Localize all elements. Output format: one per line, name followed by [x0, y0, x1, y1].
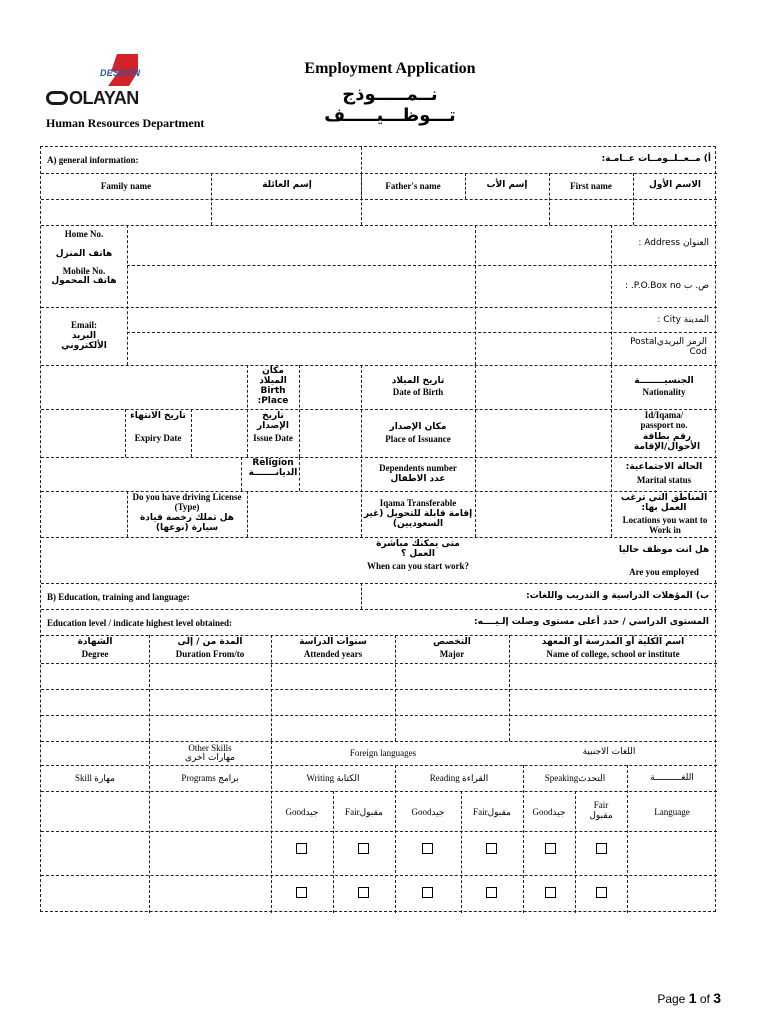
- reading-good: Goodجيد: [411, 807, 445, 817]
- label-place-issuance: Place of Issuance: [385, 434, 451, 444]
- checkbox-reading-fair-2[interactable]: [486, 887, 497, 898]
- home-no-field[interactable]: [129, 227, 473, 263]
- col-duration-ar: المدة من / إلى: [177, 637, 243, 647]
- label-foreign-languages-ar: اللغات الاجنبية: [582, 747, 636, 757]
- label-id-iqama: Id/Iqama/ passport no.: [640, 410, 688, 430]
- section-a-title: A) general information:: [47, 155, 139, 165]
- application-form: [40, 146, 716, 912]
- checkbox-writing-good-1[interactable]: [296, 843, 307, 854]
- col-skill: Skill مهارة: [74, 773, 116, 783]
- checkbox-reading-good-1[interactable]: [422, 843, 433, 854]
- col-attended: Attended years: [303, 649, 363, 659]
- speaking-good: Goodجيد: [532, 807, 566, 817]
- label-dependents: Dependents number: [379, 463, 457, 473]
- checkbox-writing-good-2[interactable]: [296, 887, 307, 898]
- label-marital: Marital status: [636, 475, 692, 485]
- section-b-title-ar: ب) المؤهلات الدراسية و التدريب واللغات:: [526, 591, 709, 601]
- col-major: Major: [439, 649, 465, 659]
- reading-fair: Fairمقبول: [473, 807, 511, 817]
- label-home-no-ar: هاتف المنزل: [55, 249, 113, 259]
- label-nationality: Nationality: [642, 387, 686, 397]
- label-employed: Are you employed: [629, 567, 699, 577]
- col-speaking: Speakingالتحدث: [544, 773, 606, 783]
- form-title: Employment Application: [304, 60, 476, 77]
- checkbox-speaking-good-2[interactable]: [545, 887, 556, 898]
- label-date-of-birth: Date of Birth: [392, 387, 444, 397]
- logo-descon-text: DESCON: [100, 68, 141, 78]
- label-locations: Locations you want to Work in: [622, 515, 708, 535]
- label-expiry-date-ar: تاريخ الانتهاء: [130, 411, 186, 421]
- department-name: Human Resources Department: [46, 116, 205, 130]
- col-institute-ar: اسم الكلية أو المدرسة أو المعهد: [541, 637, 685, 647]
- mobile-no-field[interactable]: [129, 267, 473, 305]
- col-degree: Degree: [81, 649, 109, 659]
- label-city: المدينة City :: [657, 315, 709, 325]
- label-religion: Religion الديانـــــــة: [248, 458, 298, 478]
- label-driving-license-ar: هل تملك رخصة قيادة سيارة (نوعها): [139, 513, 234, 533]
- label-place-of-birth: مكان الميلاد Birth Place:: [257, 366, 289, 406]
- label-other-skills: Other Skills: [188, 743, 232, 753]
- education-level-label: Education level / indicate highest level obtained:: [47, 618, 233, 628]
- checkbox-reading-good-2[interactable]: [422, 887, 433, 898]
- label-family-name-ar: إسم العائلة: [262, 180, 312, 190]
- label-email-ar: البريد الألكتروني: [61, 331, 107, 351]
- label-postal: الرمز البريديPostal Cod: [630, 337, 707, 357]
- section-a-title-ar: أ) مــعــلــومــات عــامـة:: [601, 154, 711, 164]
- family-name-field[interactable]: [41, 203, 211, 223]
- label-email: Email:: [71, 320, 97, 330]
- label-first-name: First name: [570, 181, 612, 191]
- fathers-name-field[interactable]: [361, 203, 549, 223]
- first-name-field[interactable]: [549, 203, 717, 223]
- label-issue-date-ar: تاريخ الإصدار: [257, 411, 289, 431]
- label-other-skills-ar: مهارات اخرى: [185, 753, 235, 763]
- writing-fair: Fairمقبول: [345, 807, 383, 817]
- checkbox-speaking-fair-2[interactable]: [596, 887, 607, 898]
- col-writing: Writing الكتابة: [306, 773, 360, 783]
- checkbox-speaking-good-1[interactable]: [545, 843, 556, 854]
- label-id-iqama-ar: رقم بطاقة الأحوال/الإقامة: [633, 432, 701, 452]
- checkbox-writing-fair-2[interactable]: [358, 887, 369, 898]
- label-employed-ar: هل انت موظف حاليا: [618, 545, 710, 555]
- label-first-name-ar: الاسم الأول: [648, 180, 702, 190]
- form-title-ar-2: تـــوظـــيـــــف: [324, 105, 456, 126]
- form-title-ar-1: نــمـــــوذج: [342, 84, 438, 105]
- col-duration: Duration From/to: [175, 649, 245, 659]
- col-reading: Reading القراءة: [429, 773, 489, 783]
- label-mobile-no: Mobile No.: [62, 266, 106, 276]
- checkbox-writing-fair-1[interactable]: [358, 843, 369, 854]
- col-institute: Name of college, school or institute: [546, 649, 680, 659]
- company-logo: [46, 54, 142, 110]
- label-iqama-transfer: Iqama Transferable: [379, 498, 457, 508]
- col-major-ar: التخصص: [433, 637, 471, 647]
- label-mobile-no-ar: هاتف المحمول: [51, 276, 117, 286]
- col-programs: Programs برامج: [181, 773, 239, 783]
- label-nationality-ar: الجنسيــــــــة: [634, 376, 694, 386]
- label-address: العنوان Address :: [638, 238, 709, 248]
- label-driving-license: Do you have driving License (Type): [132, 492, 242, 512]
- label-locations-ar: المناطق التي ترغب العمل بها:: [620, 493, 708, 513]
- checkbox-speaking-fair-1[interactable]: [596, 843, 607, 854]
- label-fathers-name: Father's name: [385, 181, 441, 191]
- col-attended-ar: سنوات الدراسة: [299, 637, 367, 647]
- label-language: Language: [654, 807, 690, 817]
- label-expiry-date: Expiry Date: [134, 433, 182, 443]
- label-place-issuance-ar: مكان الإصدار: [389, 422, 447, 432]
- label-home-no: Home No.: [64, 229, 104, 239]
- label-dependents-ar: عدد الاطفال: [390, 474, 446, 484]
- education-level-label-ar: المستوى الدراسي / حدد أعلى مستوى وصلت إلـيــــه:: [473, 617, 709, 627]
- label-start-ar: متى يمكنك مباشرة العمل ؟: [376, 539, 460, 559]
- label-iqama-transfer-ar: إقامة قابلة للتحويل (غير السعوديين): [363, 509, 473, 529]
- logo-olayan-text: OLAYAN: [46, 88, 139, 109]
- label-fathers-name-ar: إسم الأب: [486, 180, 528, 190]
- section-b-title: B) Education, training and language:: [47, 592, 190, 602]
- label-start: When can you start work?: [366, 561, 469, 571]
- col-degree-ar: الشهادة: [77, 637, 113, 647]
- writing-good: Goodجيد: [285, 807, 319, 817]
- label-family-name: Family name: [100, 181, 152, 191]
- label-date-of-birth-ar: تاريخ الميلاد: [391, 376, 445, 386]
- email-field[interactable]: [129, 309, 473, 363]
- label-pobox: ص. ب P.O.Box no. :: [625, 281, 709, 291]
- label-issue-date: Issue Date: [253, 433, 293, 443]
- page-indicator: Page 1 of 3: [657, 990, 721, 1006]
- col-language-ar: اللغــــــــــة: [650, 773, 694, 783]
- label-marital-ar: الحالة الاجتماعية:: [625, 462, 703, 472]
- label-foreign-languages: Foreign languages: [349, 748, 417, 758]
- checkbox-reading-fair-1[interactable]: [486, 843, 497, 854]
- speaking-fair: Fair مقبول: [589, 800, 613, 820]
